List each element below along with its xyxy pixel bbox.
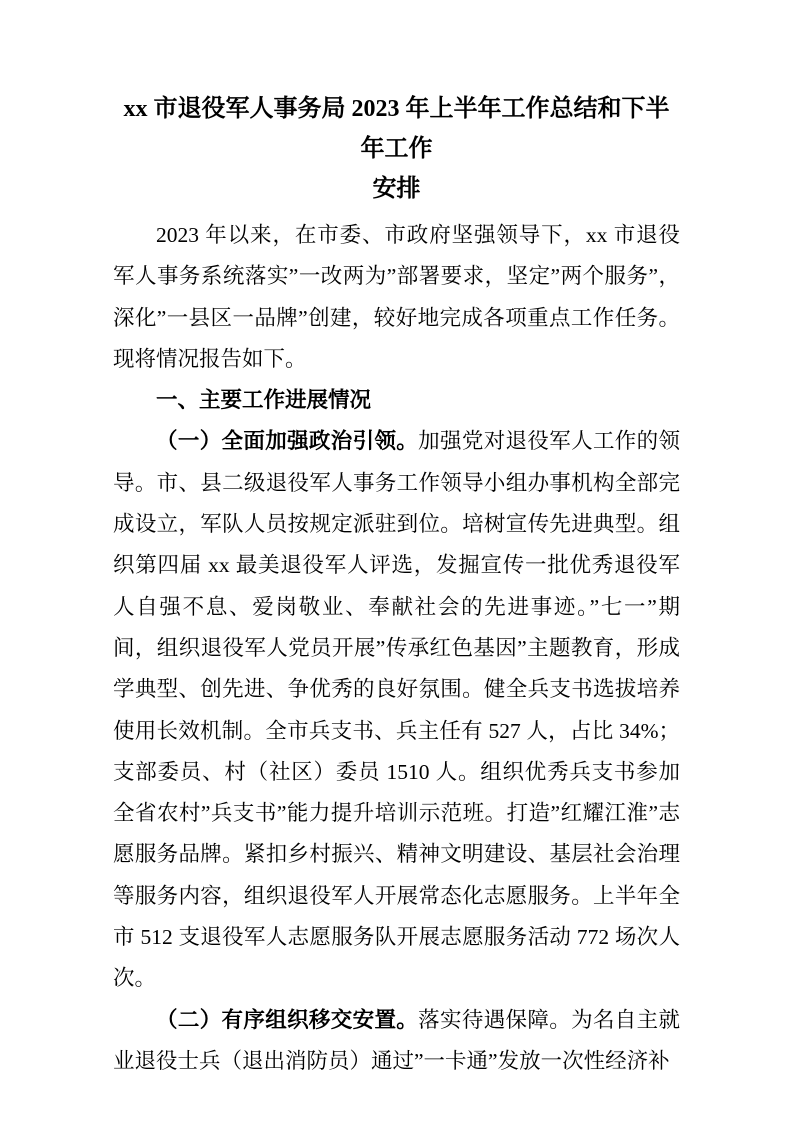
- paragraph-subsection-2-text: 落实待遇保障。为名自主就业退役士兵（退出消防员）通过”一卡通”发放一次性经济补: [113, 1007, 680, 1073]
- section-heading-text: 一、主要工作进展情况: [156, 388, 372, 413]
- document-title-line1: xx 市退役军人事务局 2023 年上半年工作总结和下半年工作: [123, 96, 670, 162]
- paragraph-subsection-1-lead: （一）全面加强政治引领。: [156, 429, 419, 454]
- paragraph-subsection-2: [113, 1000, 680, 1083]
- paragraph-subsection-1: [113, 421, 680, 999]
- document-title: [113, 89, 680, 209]
- document-title-line2: 安排: [372, 176, 421, 202]
- paragraph-intro-text: 2023 年以来，在市委、市政府坚强领导下，xx 市退役军人事务系统落实”一改两为”部署要求，坚定”两个服务”，深化”一县区一品牌”创建，较好地完成各项重点工作任务。现将情况报告如下。: [113, 223, 680, 371]
- paragraph-subsection-1-text: 加强党对退役军人工作的领导。市、县二级退役军人事务工作领导小组办事机构全部完成设立，军队人员按规定派驻到位。培树宣传先进典型。组织第四届 xx 最美退役军人评选，发掘宣传一批优秀退役军人自强不息、爱岗敬业、奉献社会的先进事迹。”七一”期间，组织退役军人党员开展”传承红色基因”主题教育，形成学典型、创先进、争优秀的良好氛围。健全兵支书选拔培养使用长效机制。全市兵支书、兵主任有 527 人，占比 34%；支部委员、村（社区）委员 1510 人。组织优秀兵支书参加全省农村”兵支书”能力提升培训示范班。打造”红耀江淮”志愿服务品牌。紧扣乡村振兴、精神文明建设、基层社会治理等服务内容，组织退役军人开展常态化志愿服务。上半年全市 512 支退役军人志愿服务队开展志愿服务活动 772 场次人次。: [113, 429, 680, 991]
- section-heading-main-progress: [113, 380, 680, 421]
- paragraph-subsection-2-lead: （二）有序组织移交安置。: [156, 1007, 419, 1032]
- paragraph-intro: [113, 215, 680, 380]
